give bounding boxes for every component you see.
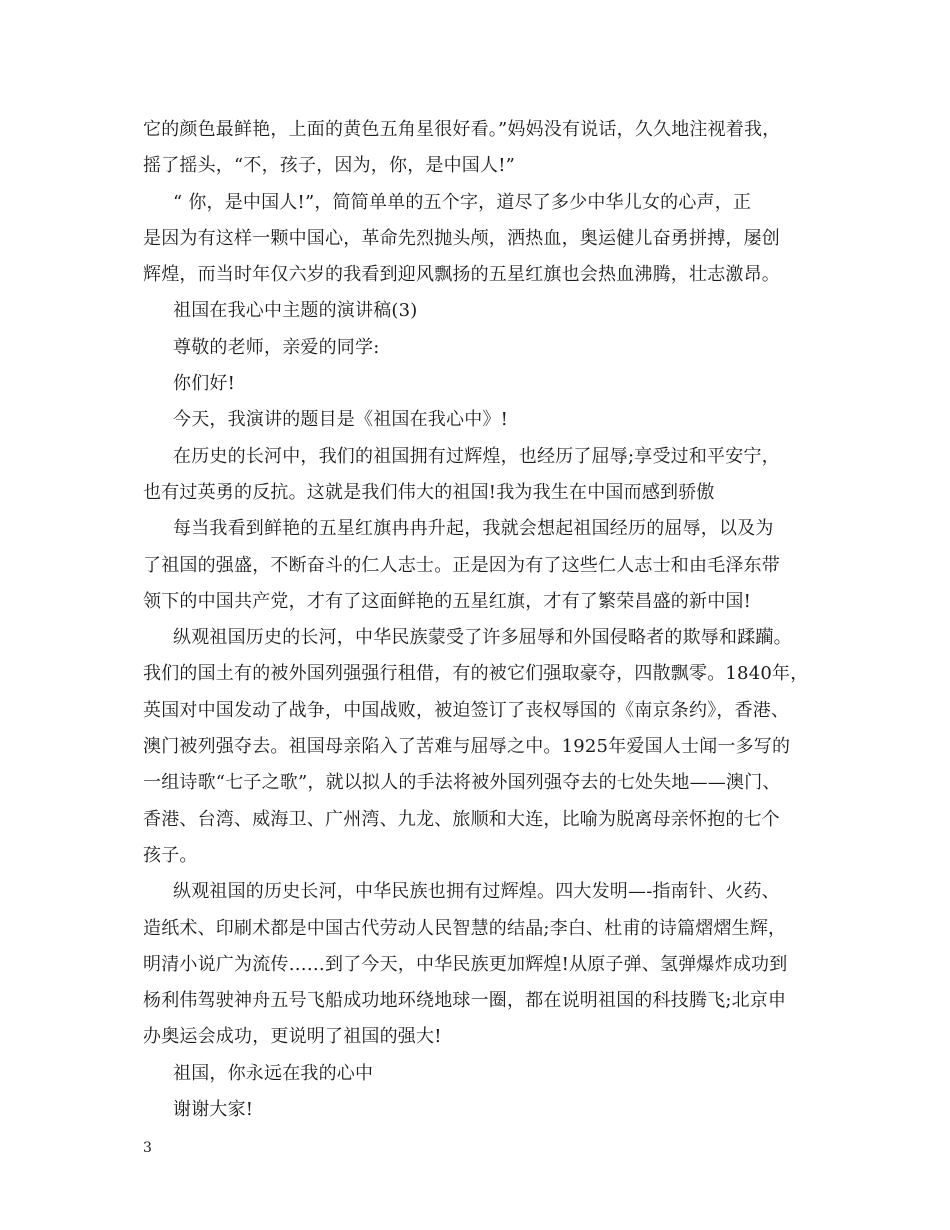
text-line: 香港、台湾、威海卫、广州湾、九龙、旅顺和大连，比喻为脱离母亲怀抱的七个 [143,808,780,830]
text-line: 英国对中国发动了战争，中国战败，被迫签订了丧权辱国的《南京条约》，香港、 [143,699,790,721]
text-line: 了祖国的强盛，不断奋斗的仁人志士。正是因为有了这些仁人志士和由毛泽东带 [143,554,780,576]
text-line: 也有过英勇的反抗。这就是我们伟大的祖国!我为我生在中国而感到骄傲 [143,481,715,503]
text-line: 办奥运会成功，更说明了祖国的强大! [143,1026,442,1048]
text-line: “ 你，是中国人!”，简简单单的五个字，道尽了多少中华儿女的心声，正 [173,191,752,213]
text-line: 尊敬的老师，亲爱的同学: [173,336,380,358]
text-line: 它的颜色最鲜艳，上面的黄色五角星很好看。”妈妈没有说话，久久地注视着我， [143,119,781,140]
text-line: 明清小说广为流传……到了今天，中华民族更加辉煌!从原子弹、氢弹爆炸成功到 [143,953,788,975]
page-number: 3 [143,1140,152,1156]
text-line: 每当我看到鲜艳的五星红旗冉冉升起，我就会想起祖国经历的屈辱，以及为 [173,518,774,540]
text-line: 今天，我演讲的题目是《祖国在我心中》! [173,409,509,431]
text-line: 祖国，你永远在我的心中 [173,1062,374,1084]
text-line: 你们好! [173,373,236,395]
text-line: 造纸术、印刷术都是中国古代劳动人民智慧的结晶;李白、杜甫的诗篇熠熠生辉， [143,917,787,939]
document-body [143,112,833,1128]
text-line: 纵观祖国历史的长河，中华民族蒙受了许多屈辱和外国侵略者的欺辱和蹂躏。 [173,627,792,649]
text-line: 祖国在我心中主题的演讲稿(3) [173,300,418,322]
text-line: 纵观祖国的历史长河，中华民族也拥有过辉煌。四大发明—-指南针、火药、 [173,881,780,903]
text-line: 谢谢大家! [173,1099,254,1121]
text-line: 在历史的长河中，我们的祖国拥有过辉煌，也经历了屈辱;享受过和平安宁， [173,445,780,467]
text-line: 杨利伟驾驶神舟五号飞船成功地环绕地球一圈，都在说明祖国的科技腾飞;北京申 [143,990,787,1012]
text-line: 孩子。 [143,844,198,866]
text-line: 领下的中国共产党，才有了这面鲜艳的五星红旗，才有了繁荣昌盛的新中国! [143,590,752,612]
text-line: 一组诗歌“七子之歌”，就以拟人的手法将被外国列强夺去的七处失地——澳门、 [143,772,781,794]
text-line: 是因为有这样一颗中国心，革命先烈抛头颅，洒热血，奥运健儿奋勇拼搏，屡创 [143,227,780,249]
text-line: 辉煌，而当时年仅六岁的我看到迎风飘扬的五星红旗也会热血沸腾，壮志激昂。 [143,264,780,286]
text-line: 摇了摇头，“不，孩子，因为，你，是中国人!” [143,155,516,177]
text-line: 澳门被列强夺去。祖国母亲陷入了苦难与屈辱之中。1925年爱国人士闻一多写的 [143,736,791,758]
text-line: 我们的国土有的被外国列强强行租借，有的被它们强取豪夺，四散飘零。1840年， [143,663,809,685]
